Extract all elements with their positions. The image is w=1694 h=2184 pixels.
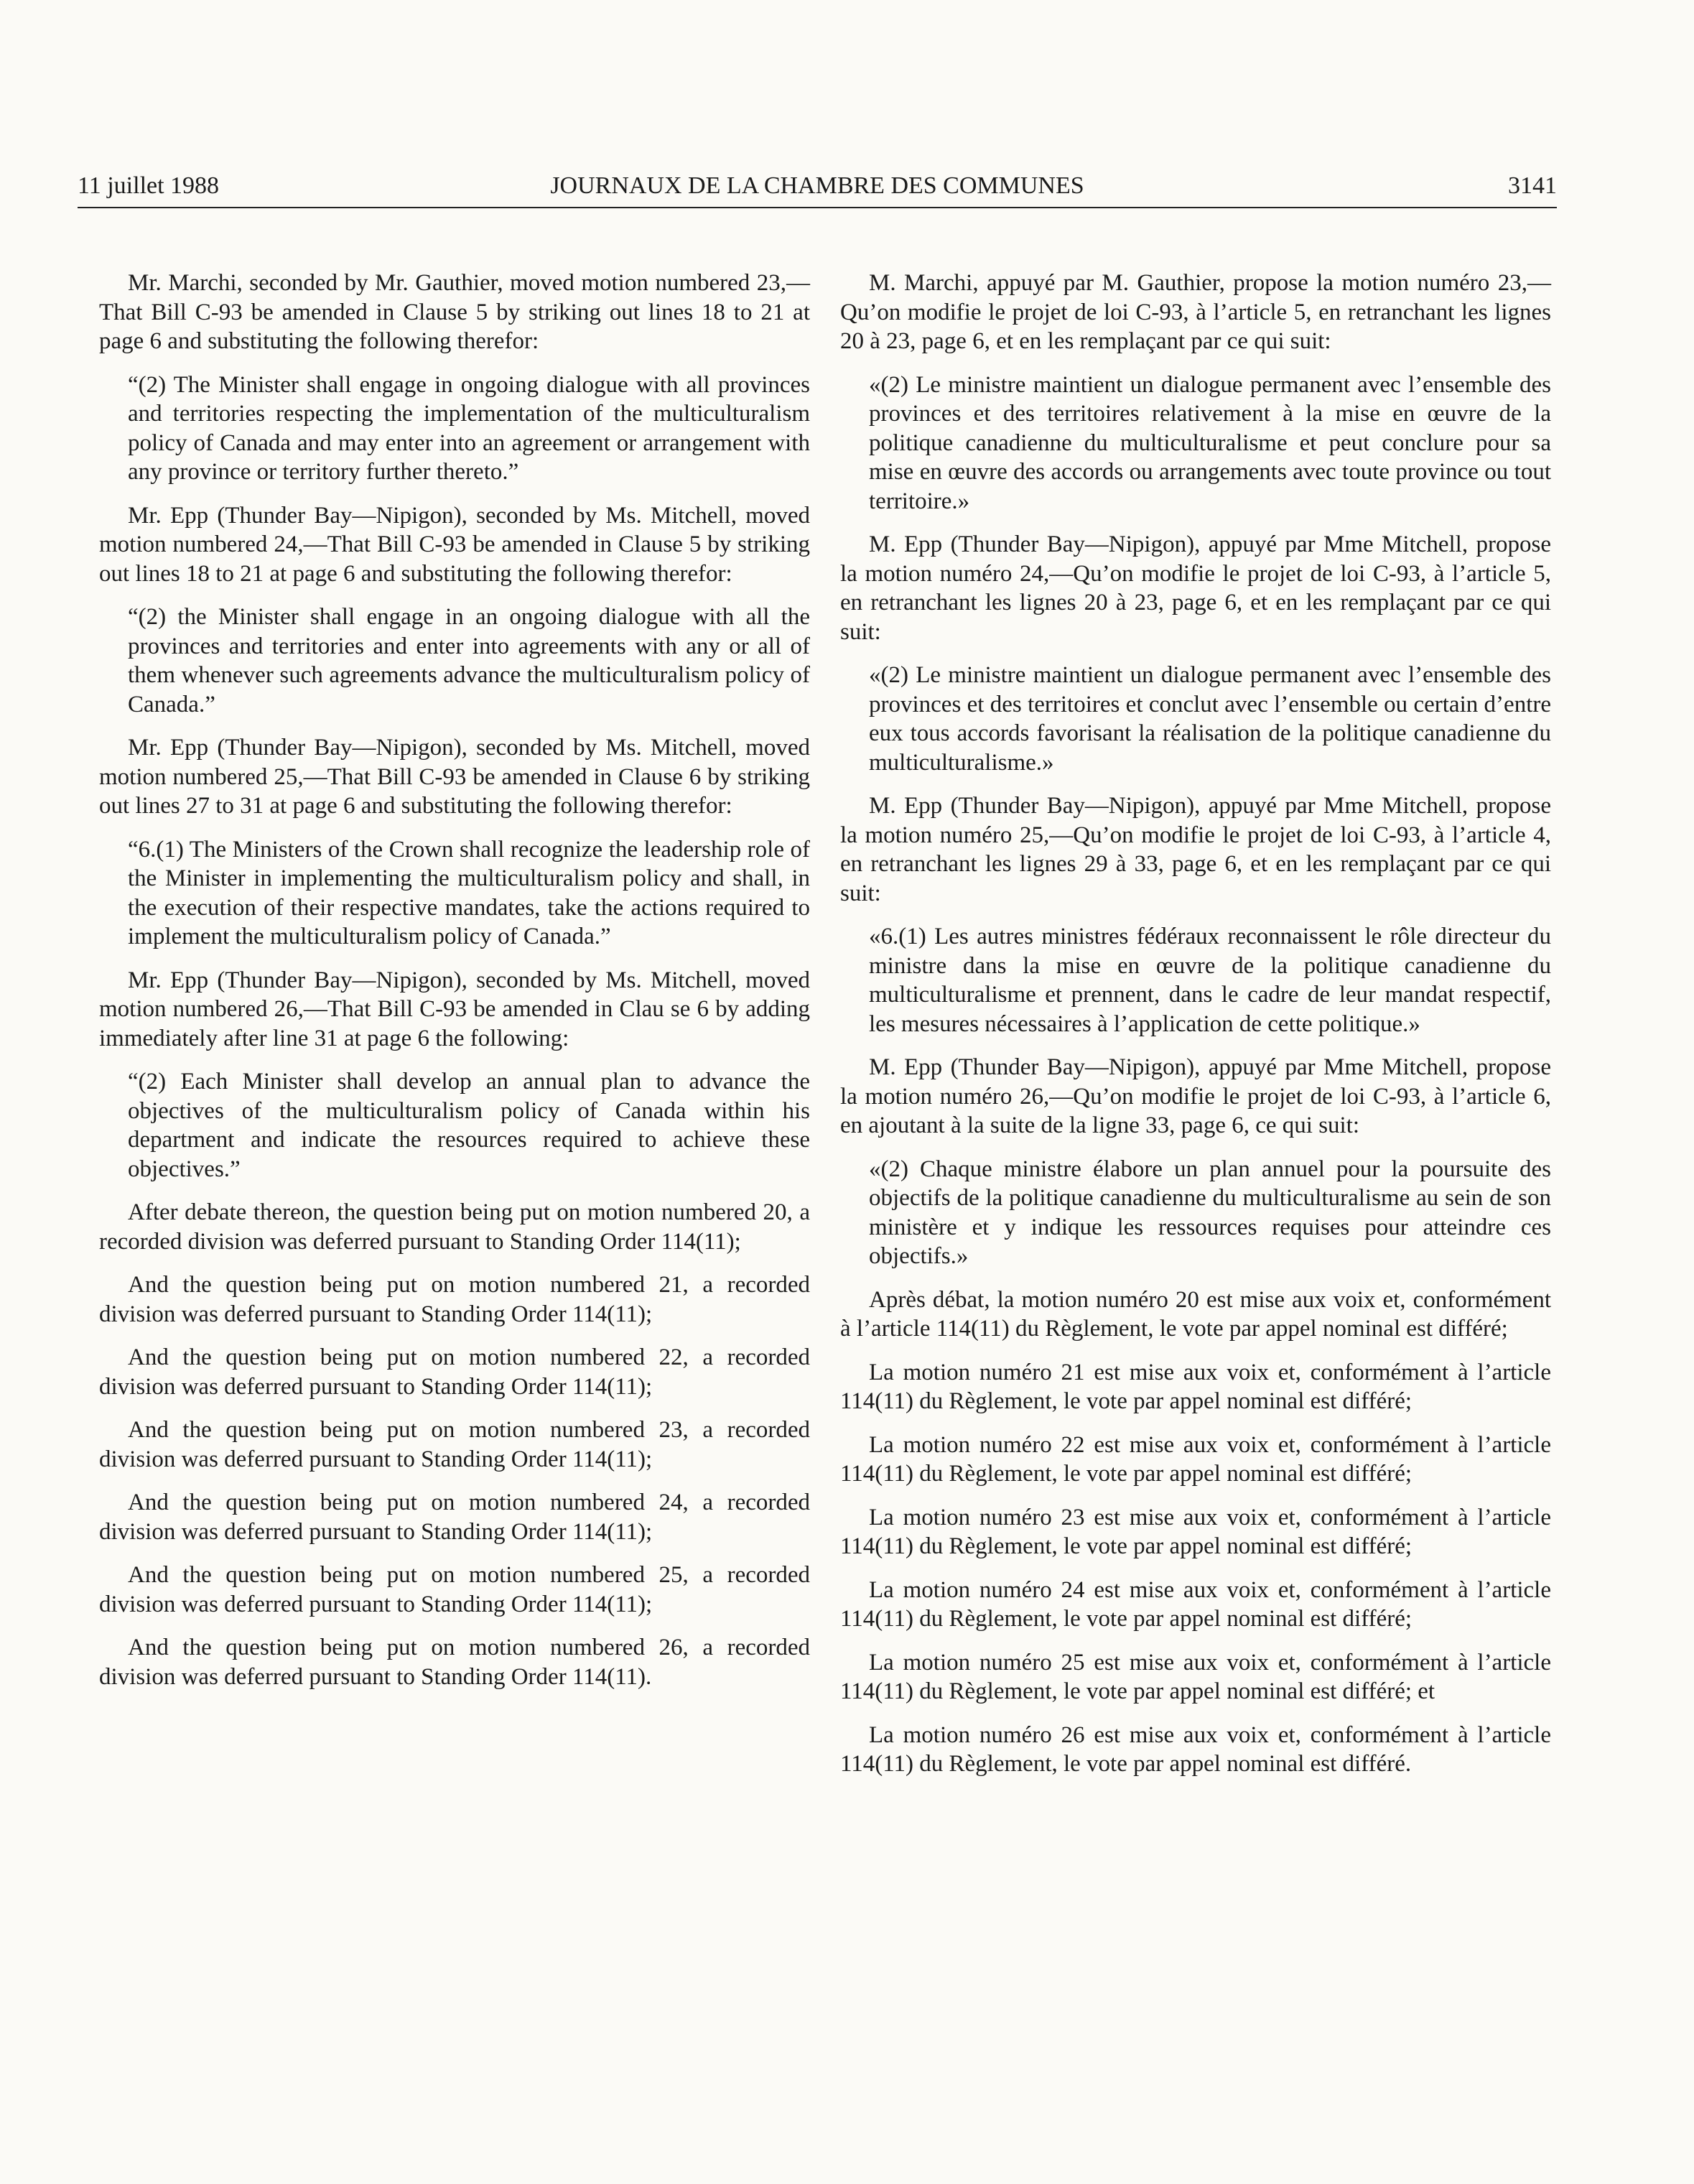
motion-paragraph: La motion numéro 26 est mise aux voix et, conformément à l’article 114(11) du Règlement, le vote par appel nominal est différé. — [840, 1721, 1551, 1777]
motion-paragraph: La motion numéro 21 est mise aux voix et, conformément à l’article 114(11) du Règlement, le vote par appel nominal est différé; — [840, 1359, 1551, 1414]
page-number: 3141 — [1508, 172, 1557, 199]
motion-paragraph: And the question being put on motion numbered 22, a recorded division was deferred pursuant to Standing Order 114(11); — [99, 1344, 810, 1400]
motion-paragraph: M. Epp (Thunder Bay—Nipigon), appuyé par Mme Mitchell, propose la motion numéro 26,—Qu’on modifie le projet de loi C-93, à l’article 6, en ajoutant à la suite de la ligne 33, page 6, ce qui suit: — [840, 1054, 1551, 1138]
motion-paragraph: La motion numéro 25 est mise aux voix et, conformément à l’article 114(11) du Règlement, le vote par appel nominal est différé; et — [840, 1649, 1551, 1704]
quoted-amendment: “(2) The Minister shall engage in ongoing dialogue with all provinces and territories respecting the implementation of the multiculturalism policy of Canada and may enter into an agreement or arrangement with any province or territory further thereto.” — [128, 371, 810, 485]
motion-paragraph: La motion numéro 23 est mise aux voix et, conformément à l’article 114(11) du Règlement, le vote par appel nominal est différé; — [840, 1504, 1551, 1559]
quoted-amendment: “6.(1) The Ministers of the Crown shall recognize the leadership role of the Minister in implementing the multiculturalism policy and shall, in the execution of their respective mandates, take the actions required to implement the multiculturalism policy of Canada.” — [128, 836, 810, 949]
motion-paragraph: And the question being put on motion numbered 25, a recorded division was deferred pursuant to Standing Order 114(11); — [99, 1562, 810, 1617]
motion-paragraph: And the question being put on motion numbered 26, a recorded division was deferred pursuant to Standing Order 114(11). — [99, 1635, 810, 1690]
motion-paragraph: And the question being put on motion numbered 23, a recorded division was deferred pursuant to Standing Order 114(11); — [99, 1417, 810, 1472]
motion-paragraph: Mr. Epp (Thunder Bay—Nipigon), seconded by Ms. Mitchell, moved motion numbered 24,—That Bill C-93 be amended in Clause 5 by striking out lines 18 to 21 at page 6 and substituting the following therefor: — [99, 502, 810, 587]
motion-paragraph: And the question being put on motion numbered 21, a recorded division was deferred pursuant to Standing Order 114(11); — [99, 1272, 810, 1327]
motion-paragraph: La motion numéro 22 est mise aux voix et, conformément à l’article 114(11) du Règlement, le vote par appel nominal est différé; — [840, 1431, 1551, 1487]
english-column — [99, 269, 810, 1706]
motion-paragraph: Après débat, la motion numéro 20 est mise aux voix et, conformément à l’article 114(11) du Règlement, le vote par appel nominal est différé; — [840, 1286, 1551, 1342]
header-date: 11 juillet 1988 — [78, 172, 220, 199]
quoted-amendment: “(2) Each Minister shall develop an annual plan to advance the objectives of the multiculturalism policy of Canada within his department and indicate the resources required to achieve these objectives.” — [128, 1069, 810, 1182]
quoted-amendment: «(2) Le ministre maintient un dialogue permanent avec l’ensemble des provinces et des territoires et conclut avec l’ensemble ou certain d’entre eux tous accords favorisant la réalisation de la politique canadienne du multiculturalisme.» — [869, 662, 1551, 776]
quoted-amendment: “(2) the Minister shall engage in an ongoing dialogue with all the provinces and territories and enter into agreements with any or all of them whenever such agreements advance the multiculturalism policy of Canada.” — [128, 604, 810, 717]
french-column — [840, 269, 1551, 1793]
motion-paragraph: Mr. Epp (Thunder Bay—Nipigon), seconded by Ms. Mitchell, moved motion numbered 26,—That Bill C-93 be amended in Clau se 6 by adding immediately after line 31 at page 6 the following: — [99, 967, 810, 1051]
quoted-amendment: «6.(1) Les autres ministres fédéraux reconnaissent le rôle directeur du ministre dans la mise en œuvre de la politique canadienne du multiculturalisme et prennent, dans le cadre de leur mandat respectif, les mesures nécessaires à l’application de cette politique.» — [869, 924, 1551, 1037]
header-title: JOURNAUX DE LA CHAMBRE DES COMMUNES — [550, 172, 1084, 199]
motion-paragraph: M. Epp (Thunder Bay—Nipigon), appuyé par Mme Mitchell, propose la motion numéro 25,—Qu’on modifie le projet de loi C-93, à l’article 4, en retranchant les lignes 29 à 33, page 6, et en les remplaçant par ce qui suit: — [840, 793, 1551, 906]
motion-paragraph: After debate thereon, the question being put on motion numbered 20, a recorded division was deferred pursuant to Standing Order 114(11); — [99, 1199, 810, 1255]
motion-paragraph: La motion numéro 24 est mise aux voix et, conformément à l’article 114(11) du Règlement, le vote par appel nominal est différé; — [840, 1576, 1551, 1632]
motion-paragraph: And the question being put on motion numbered 24, a recorded division was deferred pursuant to Standing Order 114(11); — [99, 1490, 810, 1545]
page-header — [78, 169, 1557, 208]
motion-paragraph: M. Marchi, appuyé par M. Gauthier, propose la motion numéro 23,—Qu’on modifie le projet de loi C-93, à l’article 5, en retranchant les lignes 20 à 23, page 6, et en les remplaçant par ce qui suit: — [840, 270, 1551, 354]
motion-paragraph: Mr. Epp (Thunder Bay—Nipigon), seconded by Ms. Mitchell, moved motion numbered 25,—That Bill C-93 be amended in Clause 6 by striking out lines 27 to 31 at page 6 and substituting the following therefor: — [99, 735, 810, 819]
motion-paragraph: M. Epp (Thunder Bay—Nipigon), appuyé par Mme Mitchell, propose la motion numéro 24,—Qu’on modifie le projet de loi C-93, à l’article 5, en retranchant les lignes 20 à 23, page 6, et en les remplaçant par ce qui suit: — [840, 531, 1551, 645]
motion-paragraph: Mr. Marchi, seconded by Mr. Gauthier, moved motion numbered 23,—That Bill C-93 be amended in Clause 5 by striking out lines 18 to 21 at page 6 and substituting the following therefor: — [99, 270, 810, 354]
quoted-amendment: «(2) Le ministre maintient un dialogue permanent avec l’ensemble des provinces et des territoires relativement à la mise en œuvre de la politique canadienne du multiculturalisme et peut conclure pour sa mise en œuvre des accords ou arrangements avec toute province ou tout territoire.» — [869, 371, 1551, 514]
quoted-amendment: «(2) Chaque ministre élabore un plan annuel pour la poursuite des objectifs de la politique canadienne du multiculturalisme au sein de son ministère et y indique les ressources requises pour atteindre ces objectifs.» — [869, 1156, 1551, 1269]
